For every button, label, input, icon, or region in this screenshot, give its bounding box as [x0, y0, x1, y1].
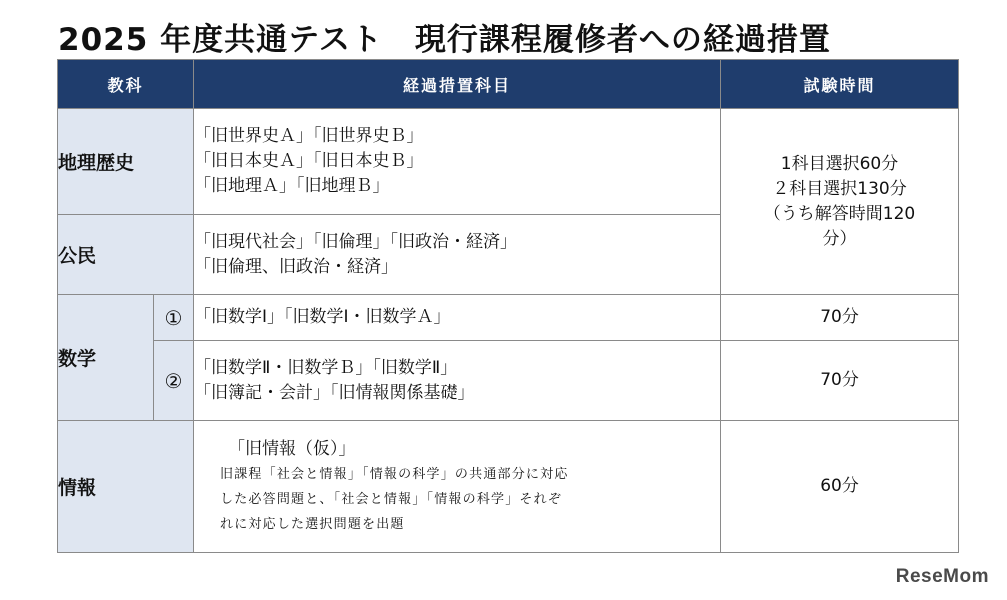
time-social-studies	[721, 109, 959, 295]
course-line: 「旧現代社会」「旧倫理」「旧政治・経済」	[194, 231, 518, 252]
time-math-1: 70分	[721, 295, 959, 341]
courses-geo-history	[194, 109, 721, 215]
course-line: 「旧世界史Ａ」「旧世界史Ｂ」	[194, 126, 424, 146]
table-row	[58, 341, 959, 421]
courses-math-1	[194, 295, 721, 341]
transition-measures-table	[57, 59, 959, 553]
courses-math-2	[194, 341, 721, 421]
subject-civics: 公民	[58, 215, 194, 295]
header-subject: 教科	[58, 60, 194, 109]
page-title: 2025 年度共通テスト 現行課程履修者への経過措置	[58, 22, 831, 58]
table-row	[58, 295, 959, 341]
course-line: 「旧日本史Ａ」「旧日本史Ｂ」	[194, 151, 424, 171]
course-line: 「旧倫理、旧政治・経済」	[194, 256, 399, 277]
course-line: 「旧簿記・会計」「旧情報関係基礎」	[194, 382, 475, 403]
course-line: 「旧数学Ⅱ・旧数学Ｂ」「旧数学Ⅱ」	[194, 357, 458, 378]
resemom-logo: ReseMom	[895, 566, 989, 587]
course-line: 「旧情報（仮）」	[228, 438, 356, 459]
subject-info: 情報	[58, 421, 194, 553]
table-row	[58, 109, 959, 215]
time-line: 分）	[822, 228, 857, 249]
courses-civics	[194, 215, 721, 295]
course-line: 「旧地理Ａ」「旧地理Ｂ」	[194, 176, 390, 196]
course-line: 「旧数学Ⅰ」「旧数学Ⅰ・旧数学Ａ」	[194, 307, 451, 327]
header-time: 試験時間	[721, 60, 959, 109]
info-note-line: した必答問題と、「社会と情報」「情報の科学」それぞ	[220, 491, 563, 507]
info-note-line: れに対応した選択問題を出題	[220, 516, 405, 532]
table-header-row	[58, 60, 959, 109]
subject-math: 数学	[58, 295, 154, 421]
time-info: 60分	[721, 421, 959, 553]
math-part-2-number: ②	[154, 341, 194, 421]
table-row	[58, 421, 959, 553]
header-courses: 経過措置科目	[194, 60, 721, 109]
time-line: 1科目選択60分	[780, 153, 899, 174]
time-line: ２科目選択130分	[772, 178, 907, 199]
time-line: （うち解答時間120	[763, 203, 916, 224]
subject-geo-history: 地理歴史	[58, 109, 194, 215]
math-part-1-number: ①	[154, 295, 194, 341]
info-note-line: 旧課程「社会と情報」「情報の科学」の共通部分に対応	[220, 466, 569, 482]
time-math-2: 70分	[721, 341, 959, 421]
courses-info	[194, 421, 721, 553]
